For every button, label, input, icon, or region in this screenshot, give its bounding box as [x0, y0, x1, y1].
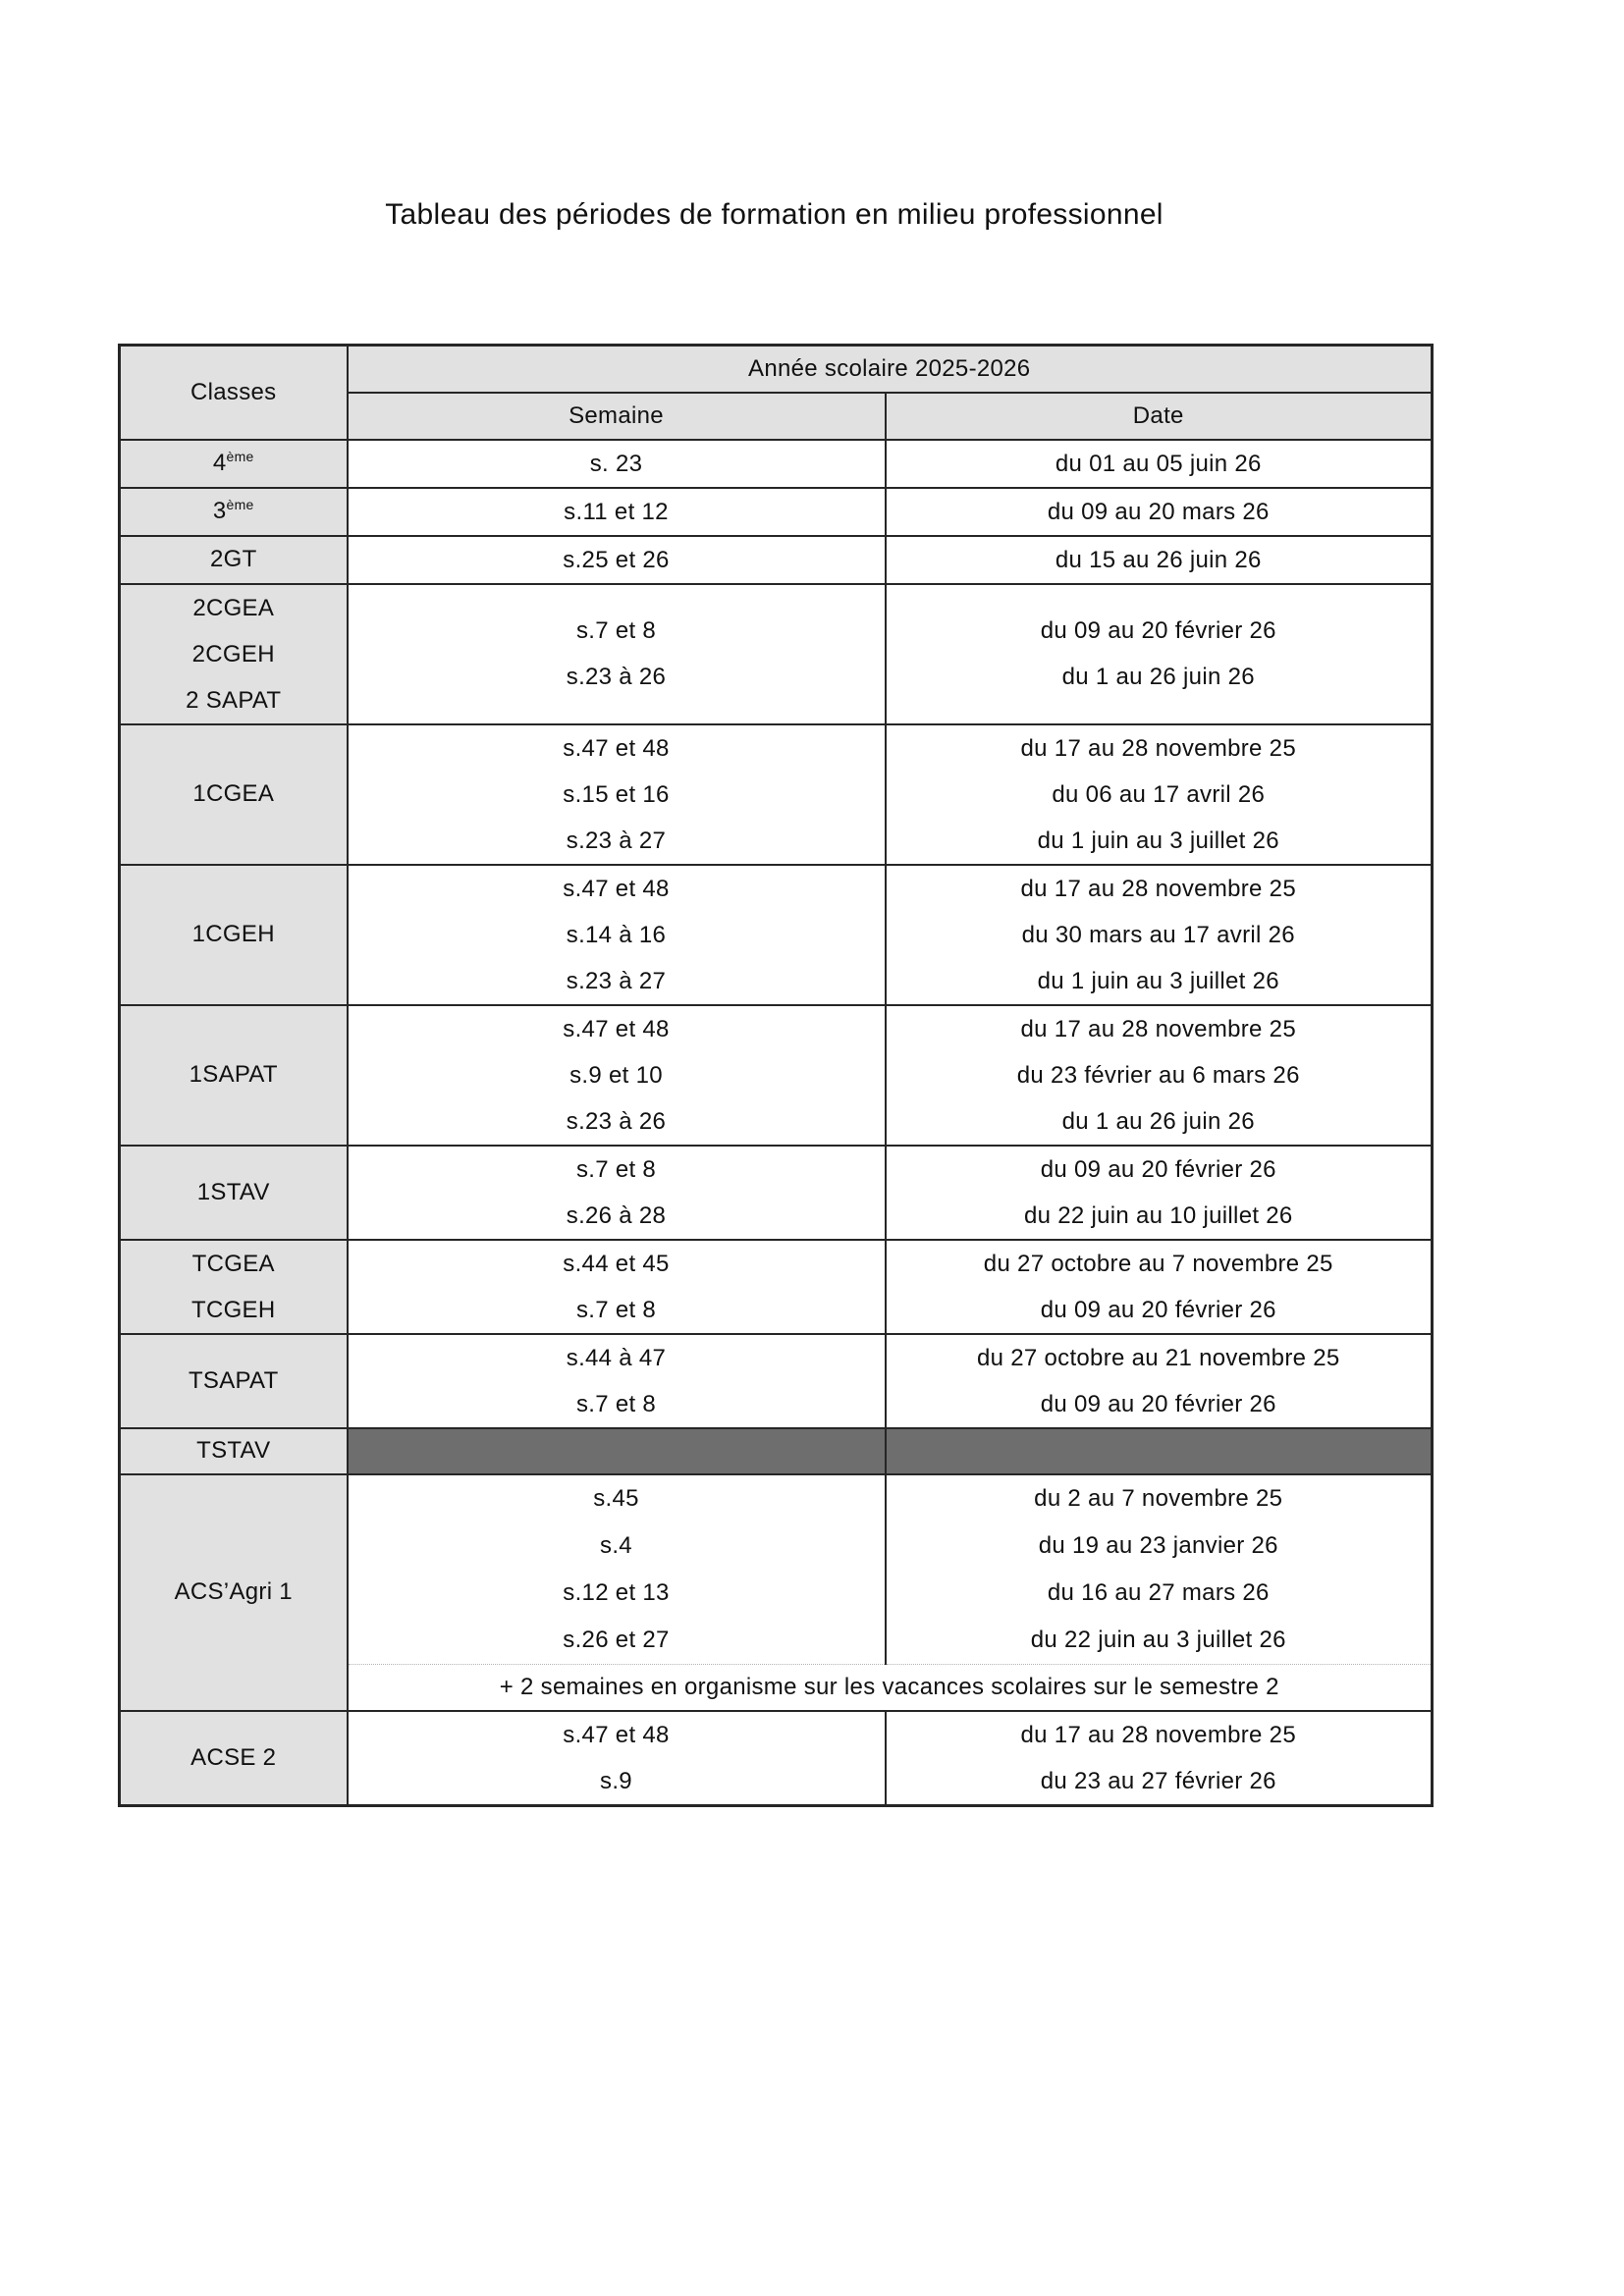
week-cell [348, 536, 886, 584]
date-line: du 1 au 26 juin 26 [1061, 1107, 1255, 1135]
acs-note-cell: + 2 semaines en organisme sur les vacances scolaires sur le semestre 2 [348, 1664, 1433, 1711]
class-label: 3 [212, 498, 227, 524]
week-cell-blocked [348, 1428, 886, 1474]
date-cell [886, 1146, 1433, 1240]
page-title: Tableau des périodes de formation en milieu professionnel [385, 198, 1164, 231]
class-cell-2gt [120, 536, 348, 584]
week-line: s.26 et 27 [563, 1626, 670, 1653]
date-cell [886, 488, 1433, 536]
class-line: 2CGEH [191, 640, 275, 667]
week-line: s.44 à 47 [566, 1344, 667, 1371]
week-line: s.15 et 16 [563, 780, 670, 808]
week-line: s.14 à 16 [566, 921, 667, 948]
row-acse-2 [120, 1711, 1433, 1806]
date-cell-blocked [886, 1428, 1433, 1474]
training-periods-table [118, 344, 1434, 1807]
week-line: s.23 à 26 [566, 1107, 667, 1135]
header-year: Année scolaire 2025-2026 [348, 346, 1433, 393]
date-cell [886, 584, 1433, 724]
class-label: 2GT [209, 546, 257, 572]
date-cell [886, 1334, 1433, 1428]
class-cell-tsapat [120, 1334, 348, 1428]
class-label: 1STAV [196, 1178, 270, 1205]
week-cell [348, 488, 886, 536]
date-line: du 09 au 20 février 26 [1040, 1390, 1276, 1417]
date-line: du 1 au 26 juin 26 [1061, 664, 1255, 690]
row-2cge [120, 584, 1433, 724]
date-line: du 27 octobre au 21 novembre 25 [976, 1344, 1340, 1371]
class-cell-tstav [120, 1428, 348, 1474]
class-line: 2 SAPAT [186, 686, 282, 714]
week-line: s.47 et 48 [563, 734, 670, 762]
row-tsapat [120, 1334, 1433, 1428]
week-line: s.12 et 13 [563, 1578, 670, 1606]
class-label: 1CGEA [192, 780, 275, 807]
week-line: s.4 [600, 1531, 632, 1559]
week-cell [348, 1474, 886, 1665]
week-line: s.25 et 26 [563, 546, 670, 573]
week-cell [348, 865, 886, 1005]
week-line: s.44 et 45 [563, 1250, 670, 1277]
class-label-superscript: ème [226, 497, 254, 512]
date-line: du 2 au 7 novembre 25 [1034, 1484, 1283, 1512]
week-line: s.47 et 48 [563, 1721, 670, 1748]
week-line: s.47 et 48 [563, 875, 670, 902]
class-cell-acse-2 [120, 1711, 348, 1806]
date-line: du 19 au 23 janvier 26 [1038, 1531, 1278, 1559]
class-label: TSAPAT [188, 1366, 279, 1394]
date-line: du 30 mars au 17 avril 26 [1021, 921, 1295, 948]
date-line: du 09 au 20 février 26 [1040, 1296, 1276, 1323]
class-label: 4 [212, 450, 227, 476]
week-line: s.26 à 28 [566, 1201, 667, 1229]
date-cell [886, 724, 1433, 865]
date-line: du 15 au 26 juin 26 [1055, 546, 1262, 573]
date-line: du 17 au 28 novembre 25 [1020, 875, 1296, 902]
week-cell [348, 440, 886, 488]
class-cell-3eme [120, 488, 348, 536]
row-4eme [120, 440, 1433, 488]
class-label-superscript: ème [226, 449, 254, 464]
header-week: Semaine [348, 393, 886, 440]
date-line: du 09 au 20 février 26 [1040, 617, 1276, 644]
row-2gt [120, 536, 1433, 584]
week-line: s.7 et 8 [575, 1390, 657, 1417]
row-1cgeh [120, 865, 1433, 1005]
class-label: TSTAV [196, 1437, 271, 1464]
week-cell [348, 1240, 886, 1334]
row-tcge [120, 1240, 1433, 1334]
date-cell [886, 1474, 1433, 1665]
week-cell [348, 724, 886, 865]
week-line: s.23 à 27 [566, 827, 667, 854]
date-line: du 23 février au 6 mars 26 [1016, 1061, 1300, 1089]
row-3eme [120, 488, 1433, 536]
row-1cgea [120, 724, 1433, 865]
class-line: TCGEA [191, 1250, 275, 1277]
date-line: du 22 juin au 10 juillet 26 [1023, 1201, 1293, 1229]
date-cell [886, 440, 1433, 488]
header-row-year [120, 346, 1433, 393]
week-line: s.45 [593, 1484, 639, 1512]
date-line: du 23 au 27 février 26 [1040, 1767, 1276, 1794]
class-cell-1stav [120, 1146, 348, 1240]
class-cell-1sapat [120, 1005, 348, 1146]
header-classes: Classes [120, 346, 348, 440]
row-tstav [120, 1428, 1433, 1474]
week-line: s.47 et 48 [563, 1015, 670, 1042]
week-line: s.11 et 12 [564, 498, 669, 525]
week-line: s.7 et 8 [575, 617, 657, 644]
week-cell [348, 1711, 886, 1806]
week-line: s.9 et 10 [569, 1061, 663, 1089]
week-line: s.7 et 8 [575, 1296, 657, 1323]
week-cell [348, 1334, 886, 1428]
date-line: du 22 juin au 3 juillet 26 [1030, 1626, 1286, 1653]
date-line: du 1 juin au 3 juillet 26 [1037, 827, 1279, 854]
row-1sapat [120, 1005, 1433, 1146]
class-cell-4eme [120, 440, 348, 488]
header-date: Date [886, 393, 1433, 440]
date-line: du 17 au 28 novembre 25 [1020, 1015, 1296, 1042]
date-line: du 1 juin au 3 juillet 26 [1037, 967, 1279, 994]
week-line: s.9 [600, 1767, 632, 1794]
week-cell [348, 584, 886, 724]
class-cell-acs-agri-1 [120, 1474, 348, 1711]
class-cell-tcge [120, 1240, 348, 1334]
date-cell [886, 1240, 1433, 1334]
class-cell-1cgea [120, 724, 348, 865]
week-line: s.23 à 27 [566, 967, 667, 994]
week-cell [348, 1005, 886, 1146]
class-label: ACSE 2 [190, 1743, 277, 1771]
date-line: du 01 au 05 juin 26 [1055, 450, 1262, 477]
date-line: du 27 octobre au 7 novembre 25 [983, 1250, 1333, 1277]
week-line: s.23 à 26 [566, 664, 667, 690]
date-cell [886, 865, 1433, 1005]
date-line: du 09 au 20 mars 26 [1047, 498, 1270, 525]
row-acs-agri-1 [120, 1474, 1433, 1665]
class-cell-1cgeh [120, 865, 348, 1005]
date-cell [886, 536, 1433, 584]
class-label: 1SAPAT [189, 1061, 278, 1088]
class-cell-2cge [120, 584, 348, 724]
week-line: s.7 et 8 [575, 1155, 657, 1183]
week-cell [348, 1146, 886, 1240]
date-line: du 09 au 20 février 26 [1040, 1155, 1276, 1183]
date-cell [886, 1005, 1433, 1146]
row-1stav [120, 1146, 1433, 1240]
class-label: 1CGEH [191, 921, 275, 947]
date-cell [886, 1711, 1433, 1806]
class-line: TCGEH [191, 1296, 276, 1323]
class-label: ACS’Agri 1 [174, 1578, 293, 1605]
date-line: du 17 au 28 novembre 25 [1020, 1721, 1296, 1748]
class-line: 2CGEA [192, 594, 275, 621]
date-line: du 16 au 27 mars 26 [1047, 1578, 1270, 1606]
date-line: du 06 au 17 avril 26 [1052, 780, 1266, 808]
date-line: du 17 au 28 novembre 25 [1020, 734, 1296, 762]
week-line: s. 23 [589, 450, 643, 477]
